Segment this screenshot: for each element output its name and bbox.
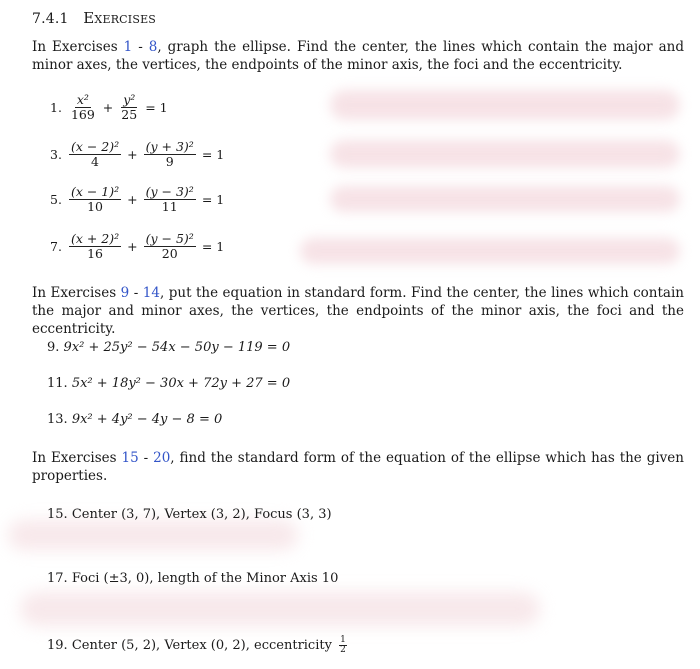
operator: + [102, 100, 114, 115]
exercise-link-9[interactable]: 9 [120, 285, 130, 301]
equals-rhs: = 1 [145, 100, 168, 115]
problem-13 [47, 412, 222, 427]
redaction-smudge [20, 592, 540, 626]
section-number: 7.4.1 [32, 11, 69, 27]
denominator: 169 [70, 107, 95, 122]
fraction [69, 93, 97, 122]
numerator: (x − 2)² [70, 139, 120, 154]
problem-5 [50, 185, 227, 214]
exercise-link-14[interactable]: 14 [142, 285, 160, 301]
problem-15 [47, 507, 332, 522]
exercise-link-8[interactable]: 8 [148, 39, 158, 55]
denominator: 2 [340, 645, 346, 655]
fraction [144, 232, 196, 261]
problem-number: 7. [50, 239, 62, 254]
numerator: (y − 3)² [145, 184, 194, 199]
exercise-link-20[interactable]: 20 [153, 450, 171, 466]
numerator: (y − 5)² [145, 231, 194, 246]
range-sep: - [132, 39, 149, 55]
problem-number: 3. [50, 147, 62, 162]
problem-number: 1. [50, 100, 62, 115]
redaction-smudge [8, 520, 298, 550]
numerator: 1 [340, 635, 346, 645]
problem-number: 17. [47, 571, 68, 586]
intro-prefix: In Exercises [32, 450, 122, 466]
problem-text: Center (3, 7), Vertex (3, 2), Focus (3, 3) [71, 507, 332, 522]
fraction [144, 140, 196, 169]
fraction [144, 185, 196, 214]
equals-rhs: = 1 [201, 192, 225, 207]
fraction [339, 636, 347, 655]
fraction [119, 93, 139, 122]
problem-1 [50, 93, 171, 122]
section-heading [32, 9, 156, 27]
problem-number: 5. [50, 192, 62, 207]
problem-number: 19. [47, 638, 68, 653]
operator: + [127, 192, 138, 207]
denominator: 11 [161, 199, 178, 214]
intro-text: , find the standard form of the equation of the ellipse which has the given properties. [32, 450, 684, 484]
numerator: x² [76, 92, 89, 107]
denominator: 25 [121, 107, 138, 122]
denominator: 10 [87, 199, 103, 214]
denominator: 16 [87, 246, 103, 261]
problem-17 [47, 571, 338, 586]
problem-11 [47, 376, 290, 391]
denominator: 9 [165, 154, 174, 169]
numerator: (x − 1)² [70, 184, 120, 199]
problem-text: Center (5, 2), Vertex (0, 2), eccentricity [71, 638, 332, 653]
section-title: Exercises [83, 9, 157, 27]
problem-text: Foci (±3, 0), length of the Minor Axis 10 [71, 571, 339, 586]
section1-intro [32, 38, 684, 74]
range-sep: - [129, 285, 143, 301]
problem-number: 15. [47, 507, 68, 522]
intro-text: , put the equation in standard form. Find the center, the lines which contain the major and minor axes, the vertices, the endpoints of the minor axis, the foci and the eccentricity. [32, 285, 684, 337]
equation: 5x² + 18y² − 30x + 72y + 27 = 0 [71, 376, 291, 391]
problem-number: 11. [47, 376, 68, 391]
denominator: 20 [161, 246, 178, 261]
intro-prefix: In Exercises [32, 285, 121, 301]
problem-19 [47, 636, 347, 655]
numerator: (y + 3)² [145, 139, 194, 154]
equals-rhs: = 1 [201, 239, 225, 254]
problem-9 [47, 340, 290, 355]
equation: 9x² + 4y² − 4y − 8 = 0 [71, 412, 223, 427]
redaction-smudge [330, 186, 680, 212]
equation: 9x² + 25y² − 54x − 50y − 119 = 0 [63, 340, 291, 355]
problem-7 [50, 232, 227, 261]
redaction-smudge [300, 238, 680, 264]
redaction-smudge [330, 90, 680, 120]
exercise-link-1[interactable]: 1 [123, 39, 133, 55]
problem-3 [50, 140, 227, 169]
numerator: (x + 2)² [70, 231, 120, 246]
equals-rhs: = 1 [201, 147, 225, 162]
exercise-link-15[interactable]: 15 [121, 450, 139, 466]
operator: + [127, 239, 138, 254]
numerator: y² [123, 92, 136, 107]
section2-intro [32, 284, 684, 338]
fraction [69, 140, 121, 169]
problem-number: 13. [47, 412, 68, 427]
intro-prefix: In Exercises [32, 39, 124, 55]
redaction-smudge [330, 140, 680, 168]
fraction [69, 185, 121, 214]
problem-number: 9. [47, 340, 60, 355]
fraction [69, 232, 121, 261]
section3-intro [32, 449, 684, 485]
range-sep: - [138, 450, 154, 466]
denominator: 4 [91, 154, 99, 169]
operator: + [127, 147, 138, 162]
intro-text: , graph the ellipse. Find the center, the lines which contain the major and minor axes, the vertices, the endpoints of the minor axis, the foci and the eccentricity. [32, 39, 684, 73]
